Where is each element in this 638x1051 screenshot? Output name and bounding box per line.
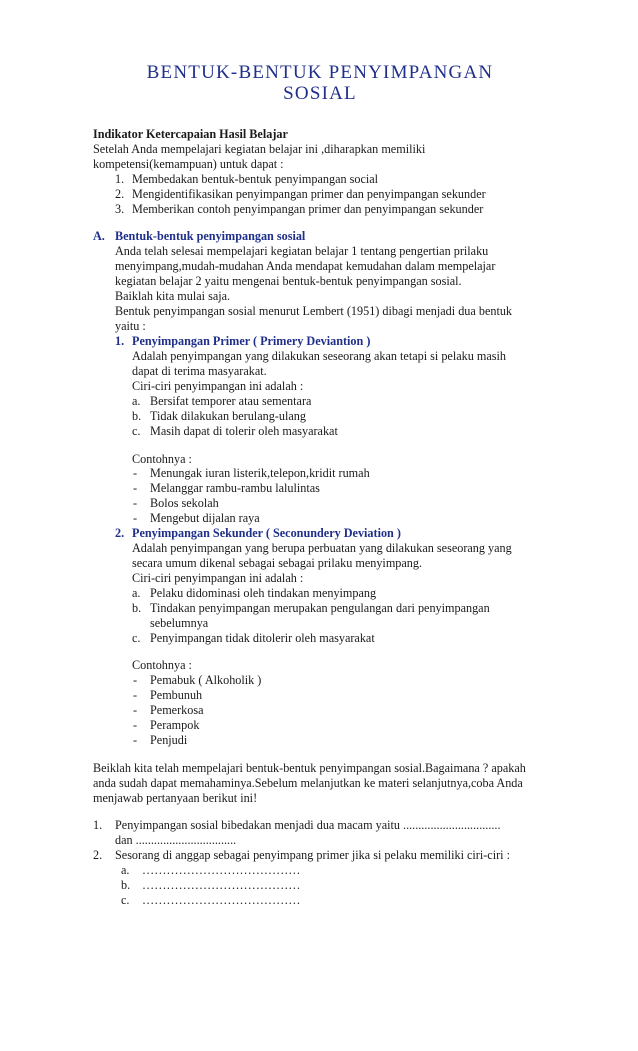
list-item-continuation: sebelumnya	[150, 616, 209, 630]
answer-blank: …………………………………	[142, 863, 301, 877]
page-title	[95, 62, 545, 104]
section-a-paragraph-line: yaitu :	[115, 319, 146, 333]
list-item-number: 2.	[115, 187, 125, 201]
list-item: Pemerkosa	[150, 703, 204, 717]
question-number: 1.	[93, 818, 103, 832]
title-line-2: SOSIAL	[283, 83, 357, 104]
list-item: Perampok	[150, 718, 200, 732]
list-item-dash: -	[133, 511, 138, 525]
list-item-dash: -	[133, 481, 138, 495]
closing-paragraph-line: menjawab pertanyaan berikut ini!	[93, 791, 258, 805]
section-a-paragraph-line: kegiatan belajar 2 yaitu mengenai bentuk-bentuk penyimpangan sosial.	[115, 274, 462, 288]
list-item: Pelaku didominasi oleh tindakan menyimpang	[150, 586, 377, 600]
list-item: Pemabuk ( Alkoholik )	[150, 673, 262, 687]
section-a-paragraph-line: Bentuk penyimpangan sosial menurut Lembert (1951) dibagi menjadi dua bentuk	[115, 304, 513, 318]
list-item-letter: a.	[132, 586, 141, 600]
list-item: Penyimpangan tidak ditolerir oleh masyarakat	[150, 631, 375, 645]
list-item-dash: -	[133, 688, 138, 702]
indikator-heading: Indikator Ketercapaian Hasil Belajar	[93, 127, 288, 141]
list-item-letter: c.	[132, 424, 141, 438]
primer-number: 1.	[115, 334, 125, 348]
question-text-continuation: dan .................................	[115, 833, 237, 847]
title-line-1: BENTUK-BENTUK PENYIMPANGAN	[146, 62, 494, 83]
list-item: Bersifat temporer atau sementara	[150, 394, 312, 408]
answer-letter: c.	[121, 893, 130, 907]
sekunder-description: secara umum dikenal sebagai sebagai prilaku menyimpang.	[132, 556, 423, 570]
primer-description: Adalah penyimpangan yang dilakukan seseorang akan tetapi si pelaku masih	[132, 349, 506, 363]
list-item-dash: -	[133, 496, 138, 510]
list-item-dash: -	[133, 703, 138, 717]
question-text: Sesorang di anggap sebagai penyimpang primer jika si pelaku memiliki ciri-ciri :	[115, 848, 510, 862]
closing-paragraph-line: Beiklah kita telah mempelajari bentuk-bentuk penyimpangan sosial.Bagaimana ? apakah	[93, 761, 526, 775]
section-a-letter: A.	[93, 229, 105, 243]
list-item-letter: b.	[132, 409, 142, 423]
sekunder-description: Adalah penyimpangan yang berupa perbuatan yang dilakukan seseorang yang	[132, 541, 512, 555]
list-item-dash: -	[133, 718, 138, 732]
list-item: Menungak iuran listerik,telepon,kridit rumah	[150, 466, 370, 480]
question-text: Penyimpangan sosial bibedakan menjadi dua macam yaitu ................................	[115, 818, 501, 832]
list-item: Tidak dilakukan berulang-ulang	[150, 409, 306, 423]
list-item: Bolos sekolah	[150, 496, 219, 510]
indikator-intro-2: kompetensi(kemampuan) untuk dapat :	[93, 157, 284, 171]
list-item-dash: -	[133, 466, 138, 480]
list-item: Mengidentifikasikan penyimpangan primer dan penyimpangan sekunder	[132, 187, 486, 201]
answer-letter: a.	[121, 863, 130, 877]
sekunder-number: 2.	[115, 526, 125, 540]
sekunder-ciri-intro: Ciri-ciri penyimpangan ini adalah :	[132, 571, 304, 585]
list-item: Mengebut dijalan raya	[150, 511, 260, 525]
answer-letter: b.	[121, 878, 131, 892]
list-item-letter: c.	[132, 631, 141, 645]
list-item-number: 3.	[115, 202, 125, 216]
list-item: Penjudi	[150, 733, 188, 747]
list-item: Membedakan bentuk-bentuk penyimpangan social	[132, 172, 379, 186]
sekunder-contoh-label: Contohnya :	[132, 658, 192, 672]
section-a-paragraph-line: menyimpang,mudah-mudahan Anda mendapat kemudahan dalam mempelajar	[115, 259, 496, 273]
indikator-intro-1: Setelah Anda mempelajari kegiatan belajar ini ,diharapkan memiliki	[93, 142, 426, 156]
primer-description: dapat di terima masyarakat.	[132, 364, 267, 378]
section-a-heading: Bentuk-bentuk penyimpangan sosial	[115, 229, 306, 243]
list-item: Memberikan contoh penyimpangan primer dan penyimpangan sekunder	[132, 202, 484, 216]
answer-blank: …………………………………	[142, 878, 301, 892]
list-item-letter: b.	[132, 601, 142, 615]
section-a-paragraph-line: Baiklah kita mulai saja.	[115, 289, 231, 303]
question-number: 2.	[93, 848, 103, 862]
answer-blank: …………………………………	[142, 893, 301, 907]
list-item-letter: a.	[132, 394, 141, 408]
list-item-dash: -	[133, 733, 138, 747]
primer-ciri-intro: Ciri-ciri penyimpangan ini adalah :	[132, 379, 304, 393]
section-a-paragraph-line: Anda telah selesai mempelajari kegiatan belajar 1 tentang pengertian prilaku	[115, 244, 489, 258]
sekunder-heading: Penyimpangan Sekunder ( Seconundery Deviation )	[132, 526, 401, 540]
list-item: Masih dapat di tolerir oleh masyarakat	[150, 424, 338, 438]
primer-contoh-label: Contohnya :	[132, 452, 192, 466]
list-item-dash: -	[133, 673, 138, 687]
list-item-number: 1.	[115, 172, 125, 186]
primer-heading: Penyimpangan Primer ( Primery Deviantion )	[132, 334, 371, 348]
list-item: Tindakan penyimpangan merupakan pengulangan dari penyimpangan	[150, 601, 490, 615]
list-item: Pembunuh	[150, 688, 203, 702]
closing-paragraph-line: anda sudah dapat memahaminya.Sebelum melanjutkan ke materi selanjutnya,coba Anda	[93, 776, 523, 790]
list-item: Melanggar rambu-rambu lalulintas	[150, 481, 320, 495]
